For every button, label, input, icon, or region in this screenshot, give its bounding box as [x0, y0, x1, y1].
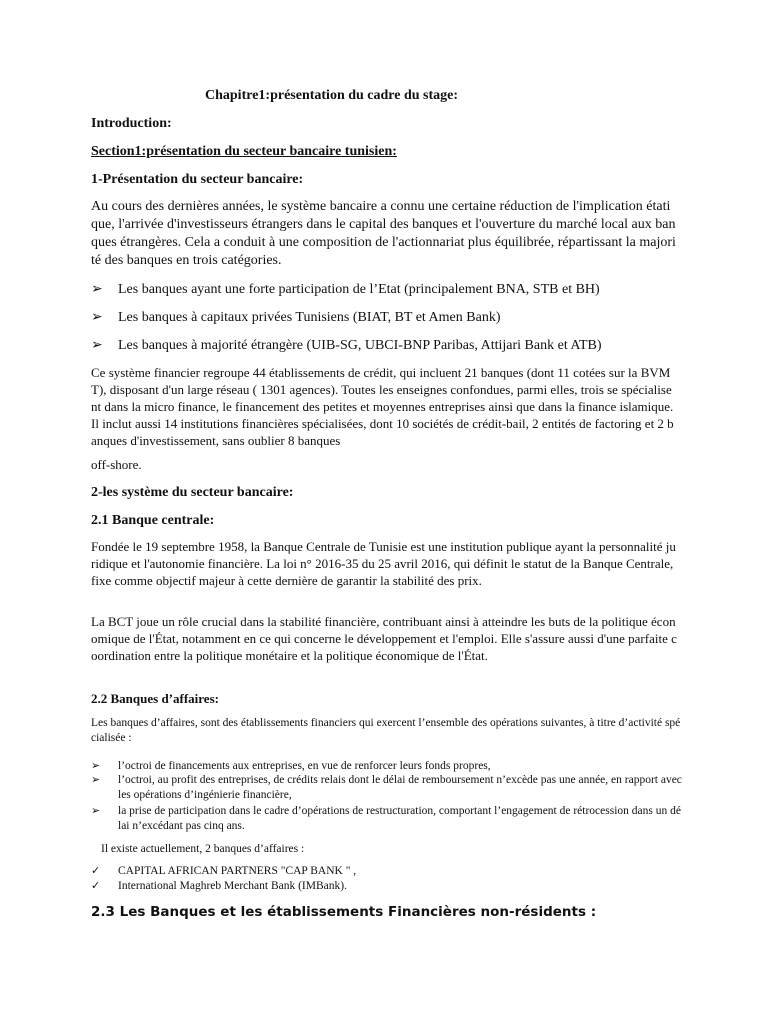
offshore-text: off-shore. — [91, 457, 142, 472]
arrow-bullet-icon: ➢ — [91, 760, 101, 772]
paragraph-intro: Au cours des dernières années, le système bancaire a connu une certaine réduction de l'implication étatique, l'arrivée d'investisseurs étrangers dans le capital des banques et l'ouverture du marché local aux banques étrangères. Cela a conduit à une composition de l'actionnariat plus équilibrée, répartissant la majorité des banques en trois catégories. — [91, 199, 676, 268]
arrow-bullet-icon: ➢ — [91, 805, 101, 817]
heading-2: 2-les système du secteur bancaire: — [91, 485, 294, 500]
operation-item — [91, 773, 683, 802]
bank-item — [91, 864, 683, 879]
paragraph-bct-founding: Fondée le 19 septembre 1958, la Banque Centrale de Tunisie est une institution publique ayant la personnalité juridique et l'autonomie financière. La loi n° 2016-35 du 25 avril 2016, qui définit le statut de la Banque Centrale, fixe comme objectif majeur à cette dernière de garantir la stabilité des prix. — [91, 539, 676, 588]
exist-text: Il existe actuellement, 2 banques d’affaires : — [101, 843, 305, 855]
bank-name: CAPITAL AFRICAN PARTNERS "CAP BANK " , — [118, 865, 357, 877]
introduction-heading: Introduction: — [91, 116, 172, 131]
operation-text: l’octroi de financements aux entreprises, en vue de renforcer leurs fonds propres, — [118, 760, 491, 772]
heading-2-3: 2.3 Les Banques et les établissements Financières non-résidents : — [91, 904, 597, 920]
heading-2-2: 2.2 Banques d’affaires: — [91, 691, 219, 706]
category-text: Les banques ayant une forte participation de l’Etat (principalement BNA, STB et BH) — [118, 282, 600, 297]
bank-item — [91, 879, 683, 894]
operation-text: l’octroi, au profit des entreprises, de crédits relais dont le délai de remboursement n’excède pas une année, en rapport avec les opérations d’ingénierie financière, — [118, 774, 682, 801]
chapter-title: Chapitre1:présentation du cadre du stage: — [205, 88, 459, 103]
heading-1: 1-Présentation du secteur bancaire: — [91, 172, 304, 187]
checkmark-icon: ✓ — [91, 865, 101, 877]
arrow-bullet-icon: ➢ — [91, 310, 103, 325]
bank-name: International Maghreb Merchant Bank (IMBank). — [118, 880, 347, 892]
operation-item — [91, 759, 683, 774]
operation-text: la prise de participation dans le cadre d’opérations de restructuration, comportant l’engagement de rétrocession dans un délai n’excédant pas cinq ans. — [118, 805, 681, 832]
heading-2-1: 2.1 Banque centrale: — [91, 513, 215, 528]
category-text: Les banques à capitaux privées Tunisiens (BIAT, BT et Amen Bank) — [118, 310, 501, 325]
paragraph-business-banks: Les banques d’affaires, sont des établissements financiers qui exercent l’ensemble des opérations suivantes, à titre d’activité spécialisée : — [91, 717, 681, 744]
paragraph-bct-role: La BCT joue un rôle crucial dans la stabilité financière, contribuant ainsi à atteindre les buts de la politique économique de l'État, notamment en ce qui concerne le développement et l'emploi. Elle s'assure aussi d'une parfaite coordination entre la politique monétaire et la politique économique de l'État. — [91, 614, 677, 663]
checkmark-icon: ✓ — [91, 880, 101, 892]
arrow-bullet-icon: ➢ — [91, 338, 103, 353]
operation-item — [91, 804, 683, 833]
section1-heading: Section1:présentation du secteur bancaire tunisien: — [91, 144, 397, 159]
arrow-bullet-icon: ➢ — [91, 282, 103, 297]
category-text: Les banques à majorité étrangère (UIB-SG, UBCI-BNP Paribas, Attijari Bank et ATB) — [118, 338, 602, 353]
arrow-bullet-icon: ➢ — [91, 774, 101, 786]
paragraph-system: Ce système financier regroupe 44 établissements de crédit, qui incluent 21 banques (dont 11 cotées sur la BVMT), disposant d'un large réseau ( 1301 agences). Toutes les enseignes confondues, parmi elles, trois se spécialisent dans la micro finance, le financement des petites et moyennes entreprises ainsi que dans la finance islamique. Il inclut aussi 14 institutions financières spécialisées, dont 10 sociétés de crédit-bail, 2 entités de factoring et 2 banques d'investissement, sans oublier 8 banques — [91, 365, 674, 448]
